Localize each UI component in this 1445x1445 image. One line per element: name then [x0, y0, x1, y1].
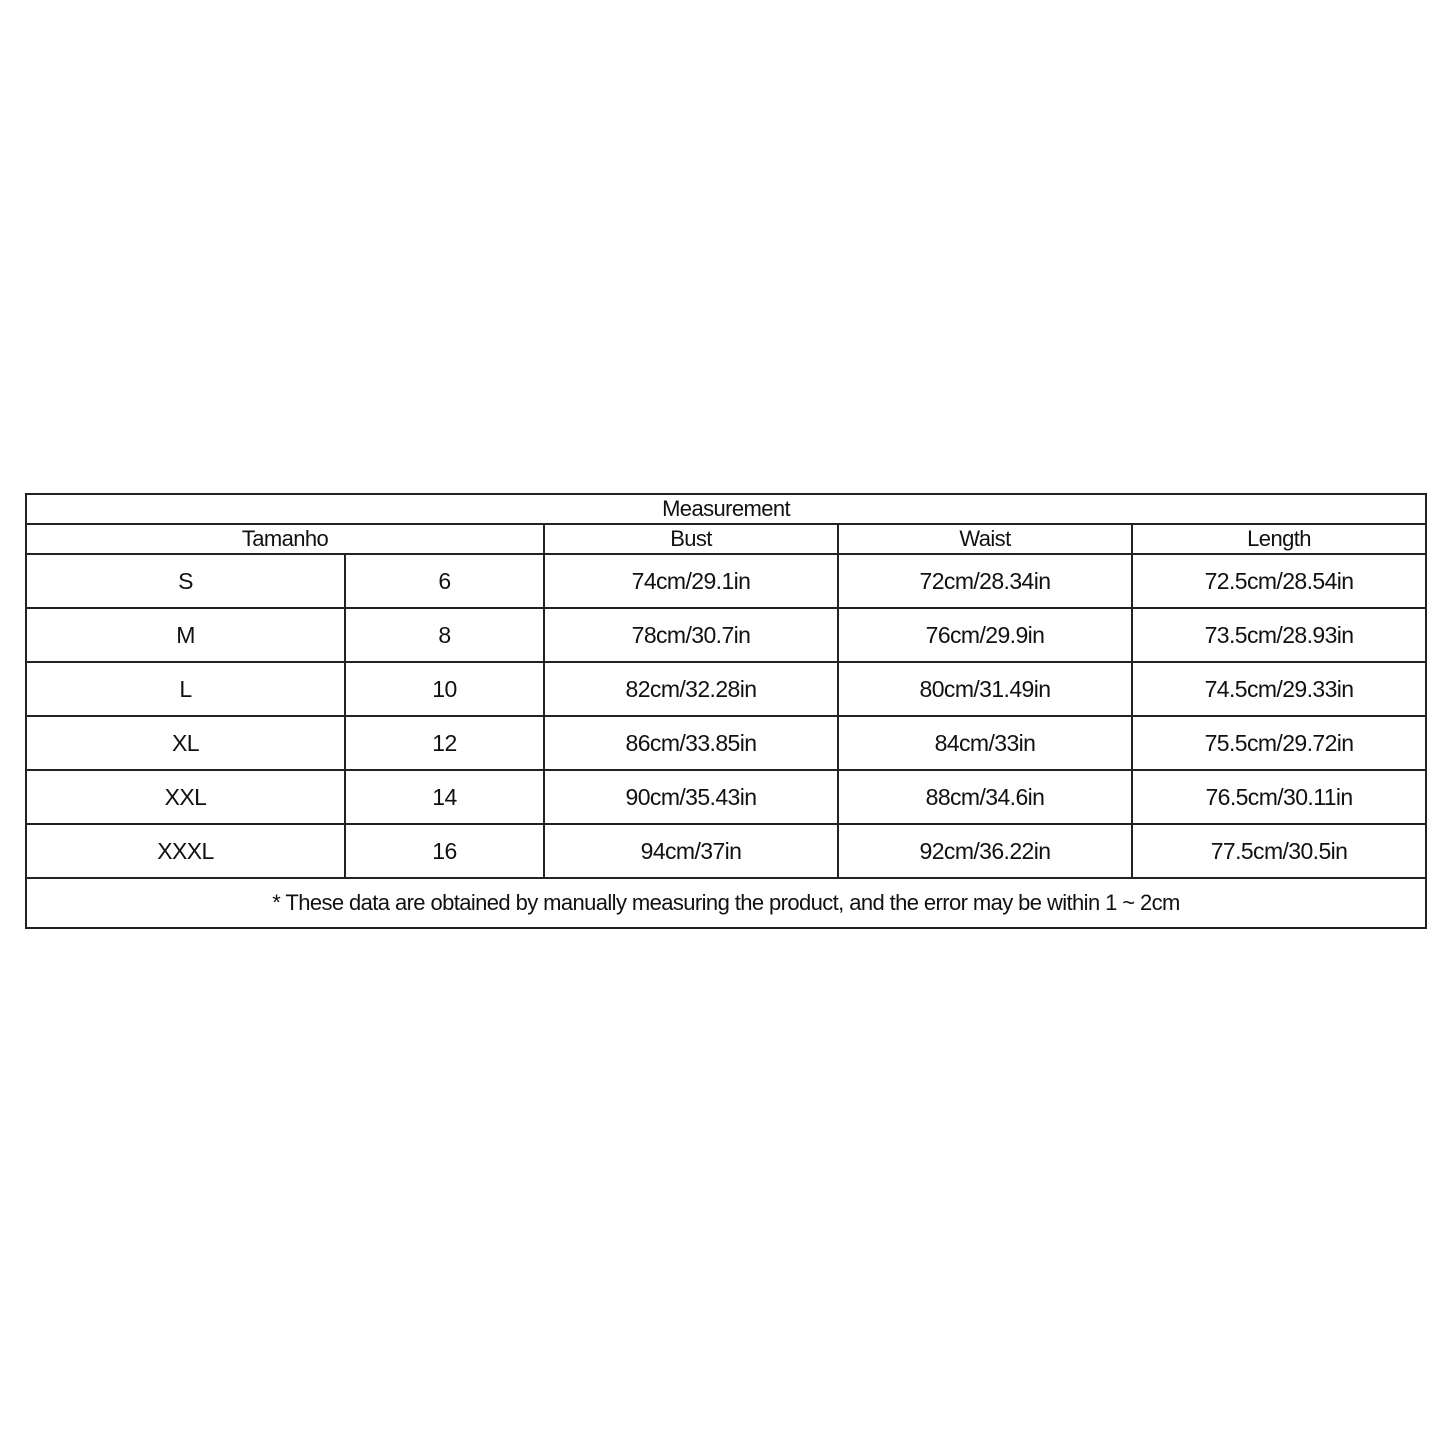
- cell-waist: 80cm/31.49in: [838, 662, 1132, 716]
- cell-bust: 82cm/32.28in: [544, 662, 838, 716]
- title-row: [26, 494, 1426, 524]
- cell-bust: 74cm/29.1in: [544, 554, 838, 608]
- cell-size: XL: [26, 716, 345, 770]
- cell-size: M: [26, 608, 345, 662]
- size-chart-table: [25, 493, 1427, 929]
- table-row: [26, 608, 1426, 662]
- measurement-note: * These data are obtained by manually measuring the product, and the error may be within 1 ~ 2cm: [26, 878, 1426, 928]
- cell-number: 14: [345, 770, 544, 824]
- cell-bust: 94cm/37in: [544, 824, 838, 878]
- table-row: [26, 716, 1426, 770]
- header-length: Length: [1132, 524, 1426, 554]
- cell-length: 73.5cm/28.93in: [1132, 608, 1426, 662]
- cell-number: 16: [345, 824, 544, 878]
- cell-bust: 78cm/30.7in: [544, 608, 838, 662]
- header-size: Tamanho: [26, 524, 544, 554]
- table-row: [26, 554, 1426, 608]
- cell-length: 74.5cm/29.33in: [1132, 662, 1426, 716]
- table-row: [26, 770, 1426, 824]
- cell-size: XXXL: [26, 824, 345, 878]
- cell-number: 12: [345, 716, 544, 770]
- table-title: Measurement: [26, 494, 1426, 524]
- cell-waist: 88cm/34.6in: [838, 770, 1132, 824]
- cell-waist: 76cm/29.9in: [838, 608, 1132, 662]
- cell-size: XXL: [26, 770, 345, 824]
- note-row: [26, 878, 1426, 928]
- header-bust: Bust: [544, 524, 838, 554]
- cell-bust: 90cm/35.43in: [544, 770, 838, 824]
- table-row: [26, 662, 1426, 716]
- cell-waist: 72cm/28.34in: [838, 554, 1132, 608]
- cell-length: 77.5cm/30.5in: [1132, 824, 1426, 878]
- cell-number: 6: [345, 554, 544, 608]
- cell-number: 10: [345, 662, 544, 716]
- cell-waist: 84cm/33in: [838, 716, 1132, 770]
- cell-waist: 92cm/36.22in: [838, 824, 1132, 878]
- cell-bust: 86cm/33.85in: [544, 716, 838, 770]
- cell-size: L: [26, 662, 345, 716]
- table-row: [26, 824, 1426, 878]
- cell-length: 76.5cm/30.11in: [1132, 770, 1426, 824]
- cell-length: 75.5cm/29.72in: [1132, 716, 1426, 770]
- cell-size: S: [26, 554, 345, 608]
- header-waist: Waist: [838, 524, 1132, 554]
- cell-number: 8: [345, 608, 544, 662]
- cell-length: 72.5cm/28.54in: [1132, 554, 1426, 608]
- header-row: [26, 524, 1426, 554]
